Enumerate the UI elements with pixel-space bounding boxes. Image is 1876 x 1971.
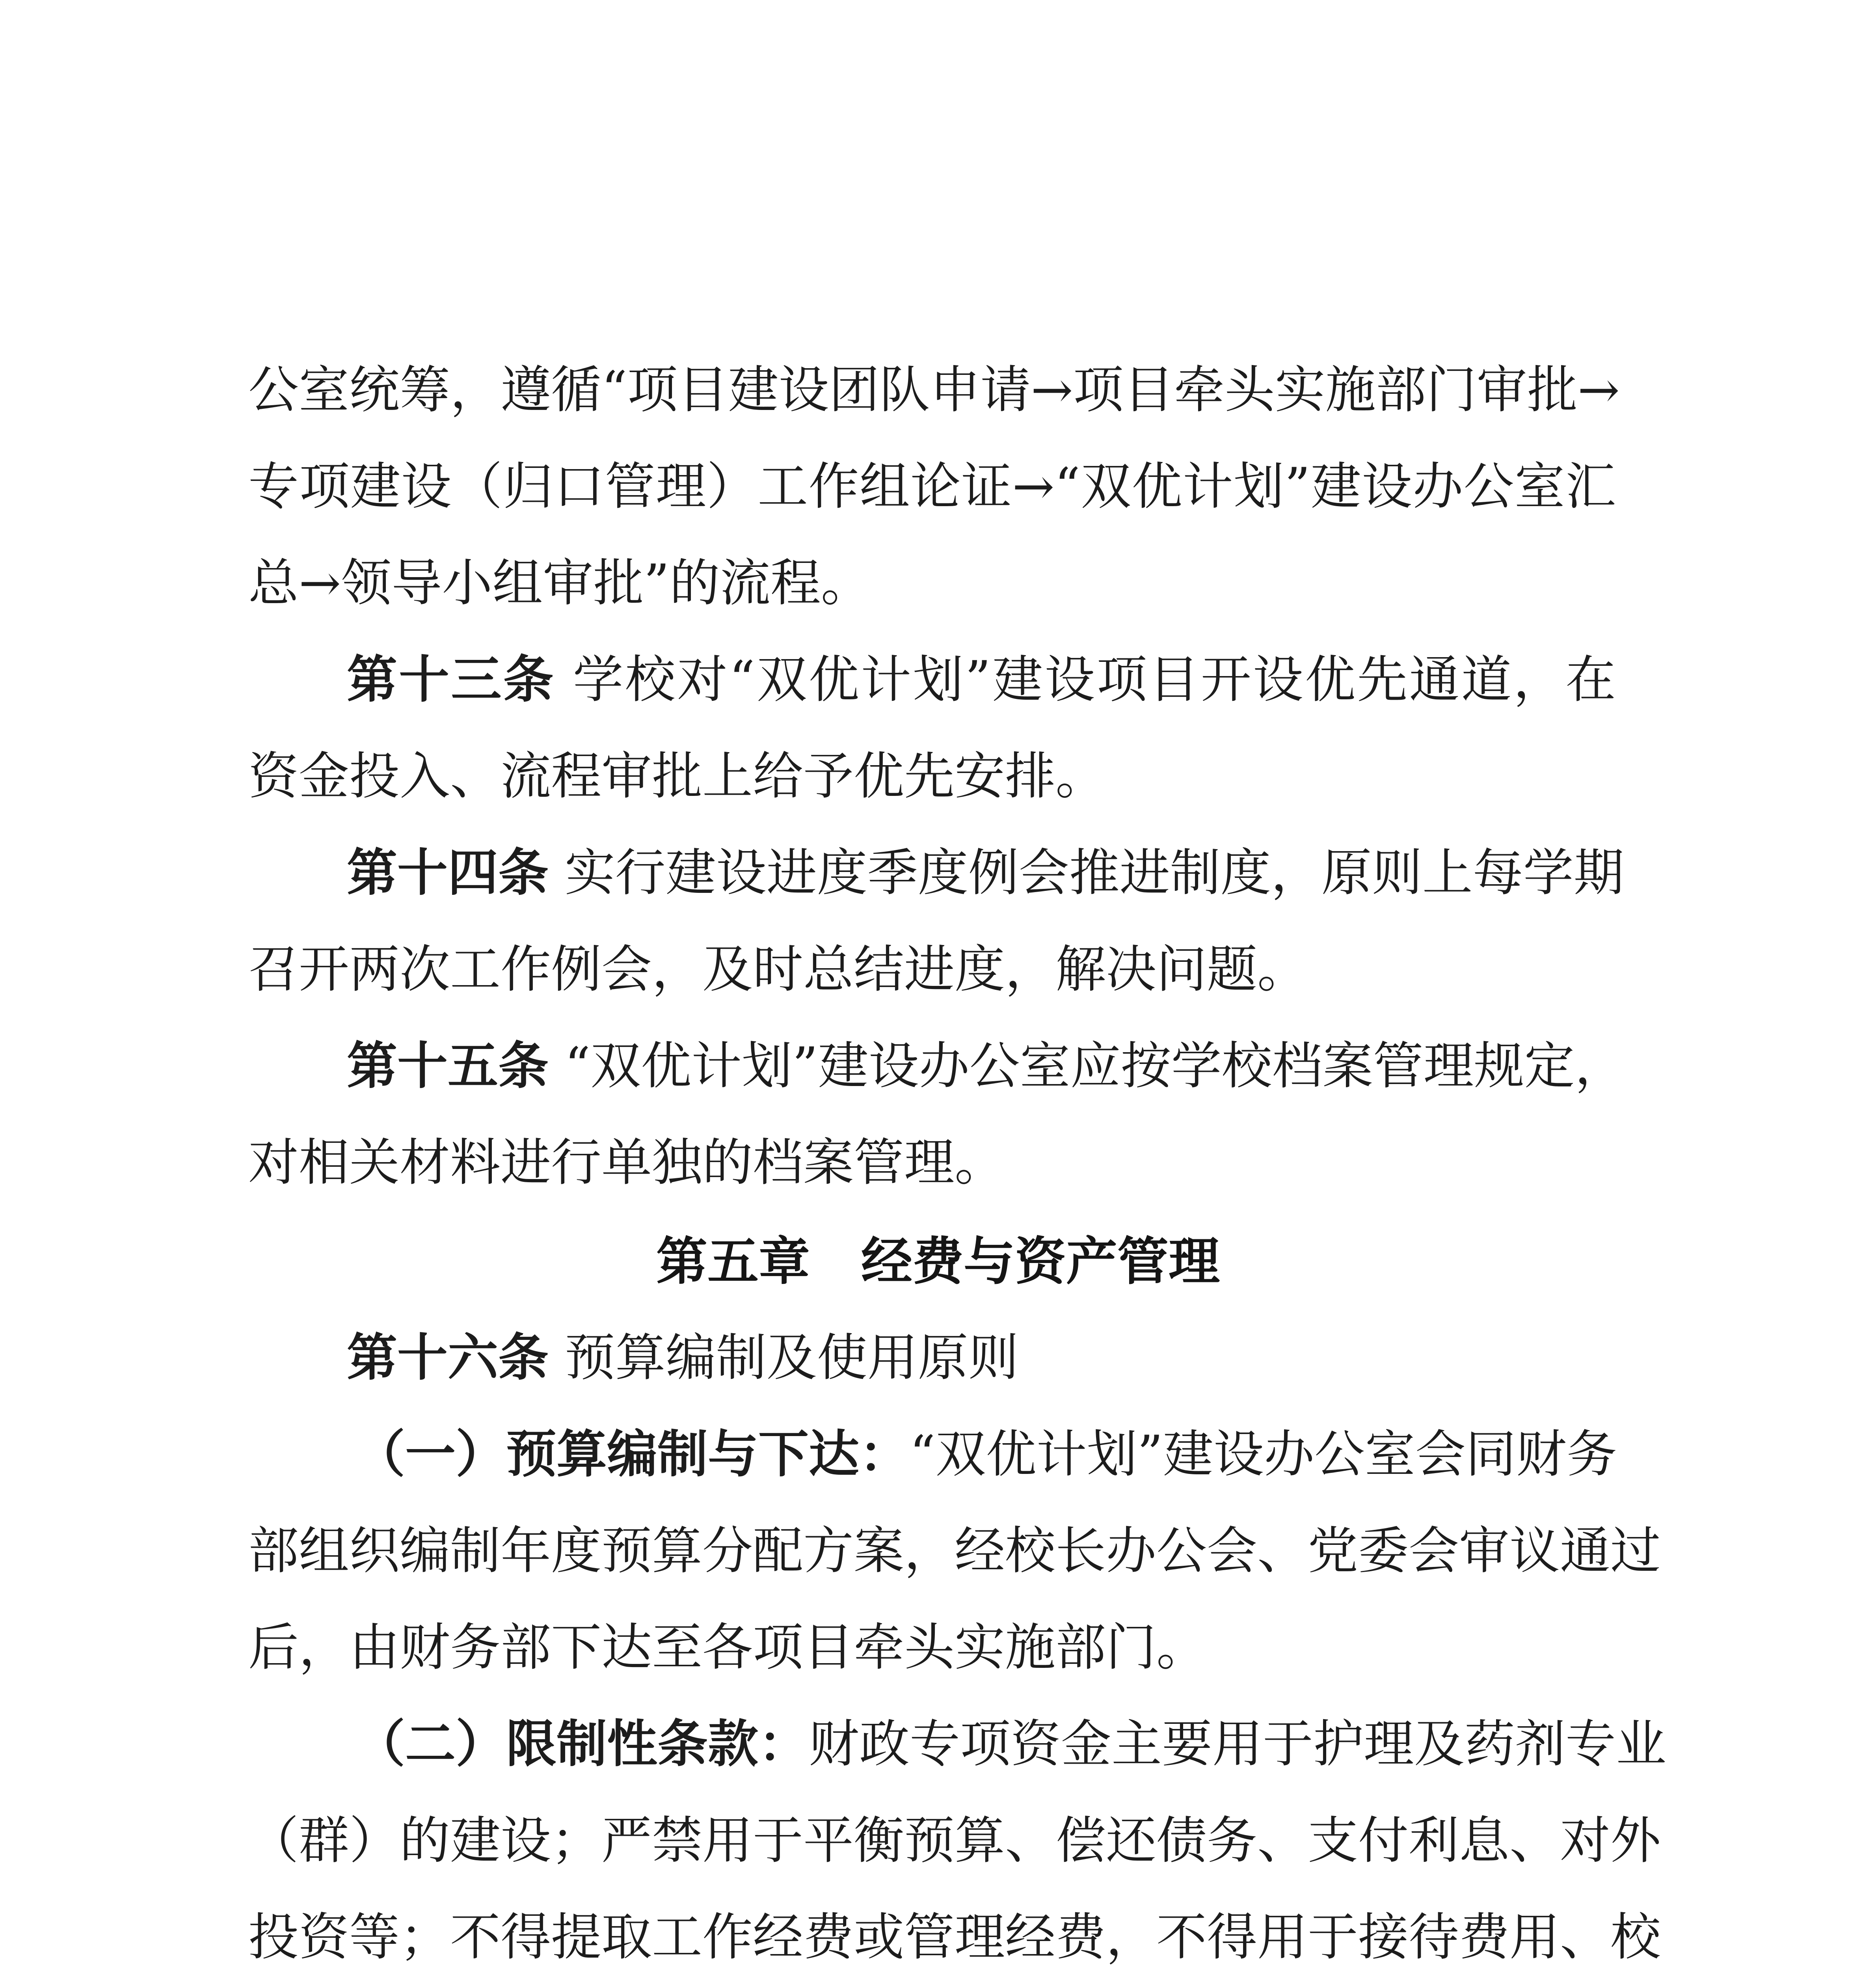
chapter-number: 第五章 — [656, 1231, 810, 1291]
paragraph-line: 后，由财务部下达至各项目牵头实施部门。 — [248, 1618, 1207, 1677]
paragraph-line: 资金投入、流程审批上给予优先安排。 — [248, 747, 1106, 806]
item-2 — [355, 1705, 1667, 1784]
paragraph-line: 公室统筹，遵循“项目建设团队申请→项目牵头实施部门审批→ — [248, 361, 1620, 419]
article-label: 第十四条 — [347, 844, 549, 902]
paragraph-line: （群）的建设；严禁用于平衡预算、偿还债务、支付利息、对外 — [248, 1811, 1661, 1870]
paragraph-line: 专项建设（归口管理）工作组论证→“双优计划”建设办公室汇 — [248, 457, 1616, 516]
article-15 — [347, 1027, 1625, 1106]
chapter-heading — [0, 1222, 1876, 1301]
article-label: 第十五条 — [347, 1037, 549, 1095]
chapter-title: 经费与资产管理 — [861, 1231, 1220, 1291]
item-text: “双优计划”建设办公室会同财务 — [910, 1425, 1617, 1484]
paragraph-line: 部组织编制年度预算分配方案，经校长办公会、党委会审议通过 — [248, 1522, 1661, 1580]
article-text: 学校对“双优计划”建设项目开设优先通道，在 — [573, 650, 1616, 709]
article-16 — [347, 1319, 1616, 1397]
article-label: 第十六条 — [347, 1328, 549, 1387]
paragraph-line: 总→领导小组审批”的流程。 — [248, 554, 871, 613]
paragraph-line: 召开两次工作例会，及时总结进度，解决问题。 — [248, 940, 1308, 999]
paragraph-line: 对相关材料进行单独的档案管理。 — [248, 1133, 1005, 1192]
item-label: （一）预算编制与下达： — [355, 1425, 910, 1484]
article-13 — [347, 641, 1616, 719]
article-14 — [347, 834, 1624, 913]
item-text: 财政专项资金主要用于护理及药剂专业 — [809, 1715, 1667, 1774]
article-label: 第十三条 — [347, 650, 555, 709]
item-label: （二）限制性条款： — [355, 1715, 809, 1774]
article-text: 预算编制及使用原则 — [564, 1328, 1019, 1387]
paragraph-line: 投资等；不得提取工作经费或管理经费，不得用于接待费用、校 — [248, 1908, 1661, 1967]
item-1 — [355, 1415, 1616, 1494]
article-text: 实行建设进度季度例会推进制度，原则上每学期 — [564, 844, 1624, 902]
article-text: “双优计划”建设办公室应按学校档案管理规定， — [564, 1037, 1625, 1095]
